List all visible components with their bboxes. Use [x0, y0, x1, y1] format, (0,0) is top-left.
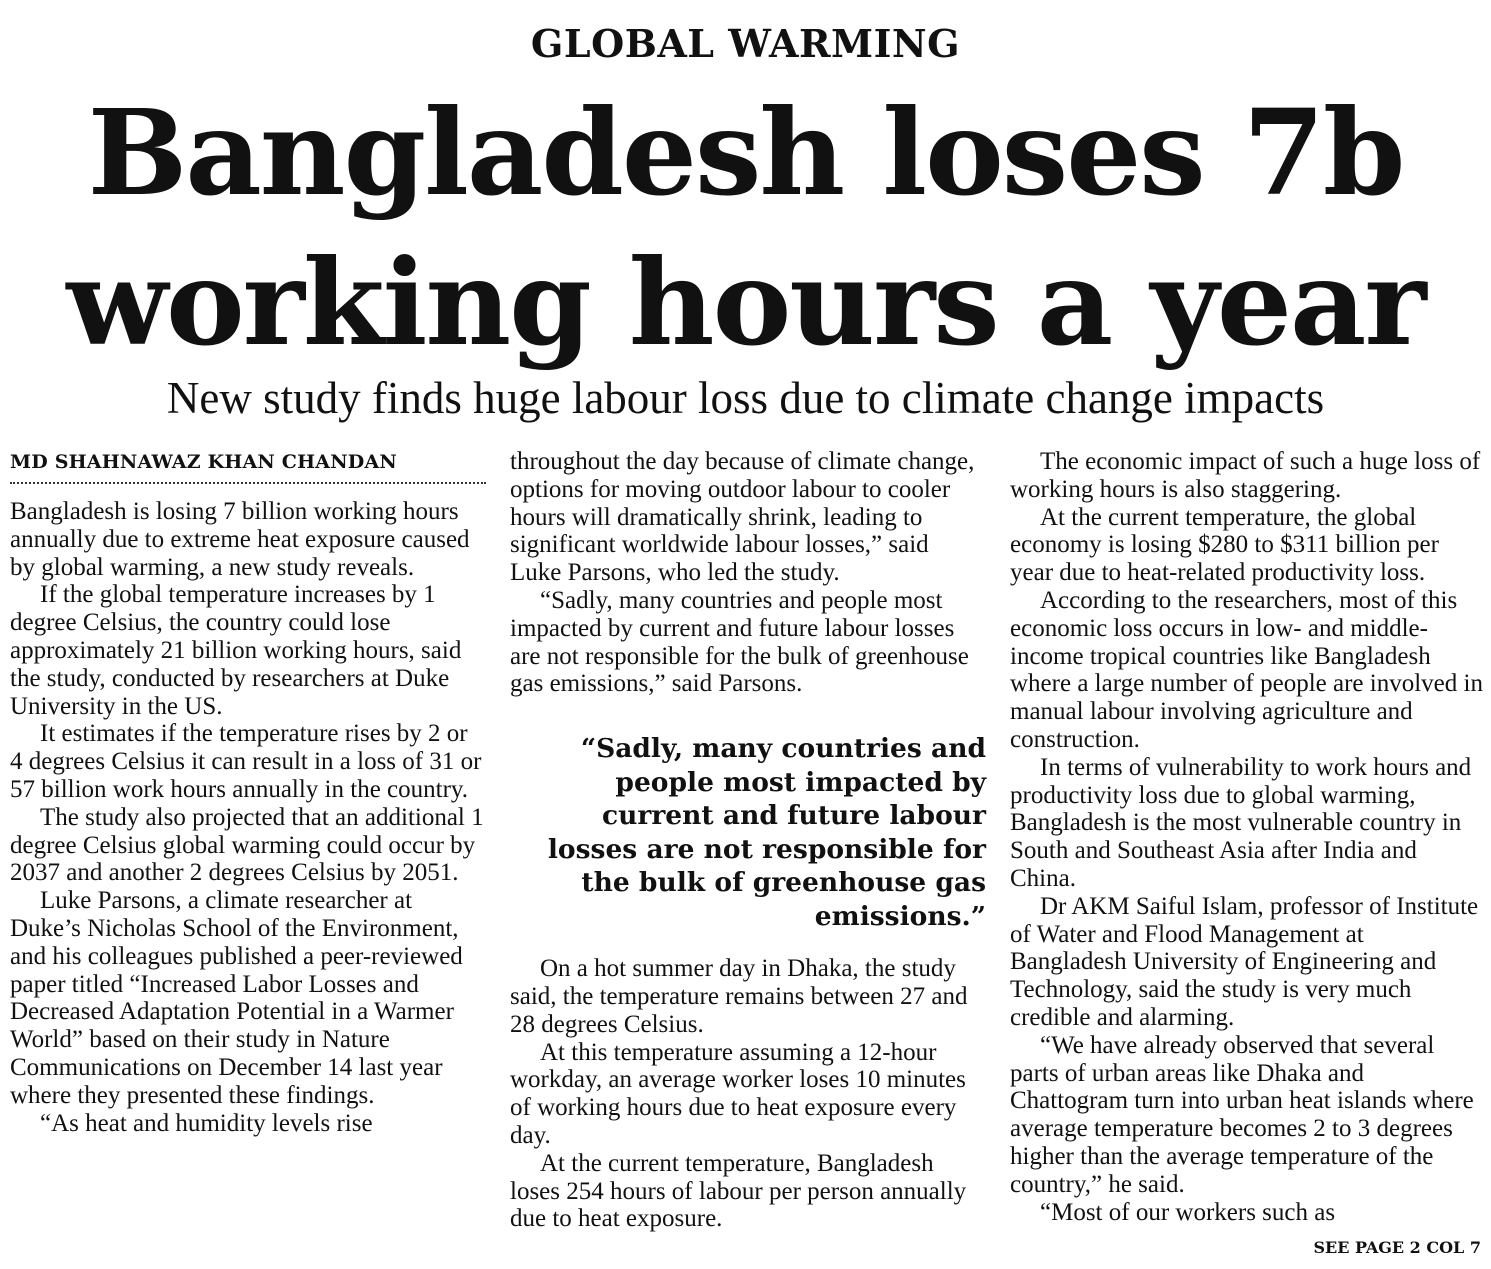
paragraph: “We have already observed that several parts of urban areas like Dhaka and Chattogram turn into urban heat islands where average temperature becomes 2 to 3 degrees higher than the average temperature of the country,” he said.: [1010, 1031, 1474, 1198]
paragraph: The study also projected that an additional 1 degree Celsius global warming could occur by 2037 and another 2 degrees Celsius by 2051.: [10, 803, 484, 887]
paragraph: throughout the day because of climate change, options for moving outdoor labour to cooler hours will dramatically shrink, leading to significant worldwide labour losses,” said Luke Parsons, who led the study.: [510, 448, 975, 587]
paragraph: At the current temperature, Bangladesh loses 254 hours of labour per person annually due to heat exposure.: [510, 1149, 967, 1233]
paragraph: In terms of vulnerability to work hours and productivity loss due to global warming, Bangladesh is the most vulnerable country in South and Southeast Asia after India and China.: [1010, 753, 1472, 892]
headline-line-2: working hours a year: [66, 233, 1425, 372]
paragraph: Bangladesh is losing 7 billion working hours annually due to extreme heat exposure caused by global warming, a new study reveals.: [10, 498, 470, 581]
paragraph: “As heat and humidity levels rise: [40, 1109, 373, 1137]
headline: [0, 78, 1491, 378]
column-2-lower: [510, 955, 986, 1233]
paragraph: The economic impact of such a huge loss of working hours is also staggering.: [1010, 448, 1481, 503]
article-column-3: [1010, 448, 1484, 1226]
paragraph: At the current temperature, the global economy is losing $280 to $311 billion per year due to heat-related productivity loss.: [1010, 503, 1439, 587]
article-column-2: [510, 448, 986, 1233]
paragraph: According to the researchers, most of this economic loss occurs in low- and middle- income tropical countries like Bangladesh where a large number of people are involved in manual labour involving agriculture and construction.: [1010, 586, 1483, 753]
paragraph: Dr AKM Saiful Islam, professor of Institute of Water and Flood Management at Bangladesh University of Engineering and Technology, said the study is very much credible and alarming.: [1010, 892, 1479, 1031]
paragraph: It estimates if the temperature rises by 2 or 4 degrees Celsius it can result in a loss of 31 or 57 billion work hours annually in the country.: [10, 720, 482, 803]
headline-line-1: Bangladesh loses 7b: [87, 83, 1404, 222]
article-column-1: [10, 448, 486, 1137]
paragraph: At this temperature assuming a 12-hour workday, an average worker loses 10 minutes of working hours due to heat exposure every day.: [510, 1038, 966, 1149]
paragraph: On a hot summer day in Dhaka, the study said, the temperature remains between 27 and 28 degrees Celsius.: [510, 955, 968, 1038]
paragraph: “Sadly, many countries and people most impacted by current and future labour losses are not responsible for the bulk of greenhouse gas emissions,” said Parsons.: [510, 586, 969, 698]
section-kicker: GLOBAL WARMING: [530, 21, 961, 66]
pull-quote: “Sadly, many countries and people most impacted by current and future labour losses are not responsible for the bulk of greenhouse gas emissions.”: [547, 733, 986, 932]
continued-on-page: SEE PAGE 2 COL 7: [1313, 1238, 1481, 1257]
byline: MD SHAHNAWAZ KHAN CHANDAN: [10, 448, 486, 484]
paragraph: “Most of our workers such as: [1040, 1198, 1336, 1226]
paragraph: If the global temperature increases by 1 degree Celsius, the country could lose approximately 21 billion working hours, said the study, conducted by researchers at Duke University in the US.: [10, 581, 462, 720]
paragraph: Luke Parsons, a climate researcher at Duke’s Nicholas School of the Environment, and his colleagues published a peer-reviewed paper titled “Increased Labor Losses and Decreased Adaptation Potential in a Warmer World” based on their study in Nature Communications on December 14 last year where they presented these findings.: [10, 887, 463, 1109]
subheadline: New study finds huge labour loss due to climate change impacts: [166, 373, 1325, 423]
